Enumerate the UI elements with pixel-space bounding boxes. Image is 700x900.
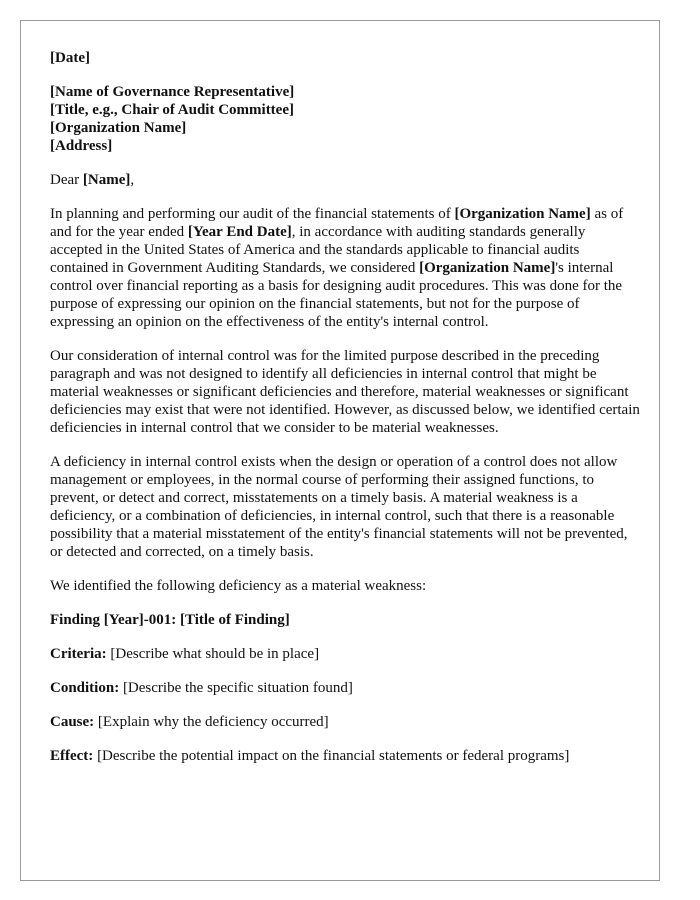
effect-label: Effect: (50, 748, 94, 764)
para1-org-name-1: [Organization Name] (454, 206, 591, 222)
paragraph-findings-intro: We identified the following deficiency as a material weakness: (50, 578, 427, 594)
recipient-organization: [Organization Name] (50, 120, 187, 136)
cause-label: Cause: (50, 714, 95, 730)
finding-title: Finding [Year]-001: [Title of Finding] (50, 612, 290, 628)
effect-text: [Describe the potential impact on the financial statements or federal programs] (93, 748, 570, 764)
para1-org-name-2: [Organization Name] (419, 260, 556, 276)
para1-text-2: as of and for the year ended (50, 206, 624, 240)
finding-effect (50, 747, 640, 765)
recipient-address: [Address] (50, 138, 113, 154)
paragraph-audit-scope (50, 205, 640, 331)
paragraph-limited-purpose: Our consideration of internal control was for the limited purpose described in the preceding paragraph and was not designed to identify all deficiencies in internal control that might be material weaknesses or significant deficiencies and therefore, material weaknesses or significant deficiencies may exist that were not identified. However, as discussed below, we identified certain deficiencies in internal control that we consider to be material weaknesses. (50, 348, 640, 436)
recipient-title: [Title, e.g., Chair of Audit Committee] (50, 102, 294, 118)
recipient-block (50, 83, 640, 155)
finding-criteria (50, 645, 640, 663)
salutation-suffix: , (130, 172, 135, 188)
salutation-name: [Name] (82, 172, 131, 188)
para1-text-1: In planning and performing our audit of the financial statements of (50, 206, 455, 222)
para1-text-3: , in accordance with auditing standards generally accepted in the United States of America and the standards applicable to financial audits contained in Government Auditing Standards, we considered (50, 224, 586, 276)
finding-cause (50, 713, 640, 731)
para1-year-end-date: [Year End Date] (187, 224, 292, 240)
salutation-prefix: Dear (50, 172, 83, 188)
criteria-label: Criteria: (50, 646, 107, 662)
criteria-text: [Describe what should be in place] (106, 646, 320, 662)
letter-body (50, 49, 640, 781)
letter-page (20, 20, 660, 881)
cause-text: [Explain why the deficiency occurred] (94, 714, 329, 730)
para1-text-4: 's internal control over financial reporting as a basis for designing audit procedures. This was done for the purpose of expressing our opinion on the financial statements, but not for the purpose of expressing an opinion on the effectiveness of the entity's internal control. (50, 260, 623, 330)
finding-condition (50, 679, 640, 697)
salutation (50, 171, 640, 189)
recipient-name: [Name of Governance Representative] (50, 84, 295, 100)
condition-text: [Describe the specific situation found] (119, 680, 353, 696)
paragraph-deficiency-definition: A deficiency in internal control exists when the design or operation of a control does not allow management or employees, in the normal course of performing their assigned functions, to prevent, or detect and correct, misstatements on a timely basis. A material weakness is a deficiency, or a combination of deficiencies, in internal control, such that there is a reasonable possibility that a material misstatement of the entity's financial statements will not be prevented, or detected and corrected, on a timely basis. (50, 454, 628, 560)
letter-date: [Date] (50, 50, 90, 66)
condition-label: Condition: (50, 680, 120, 696)
